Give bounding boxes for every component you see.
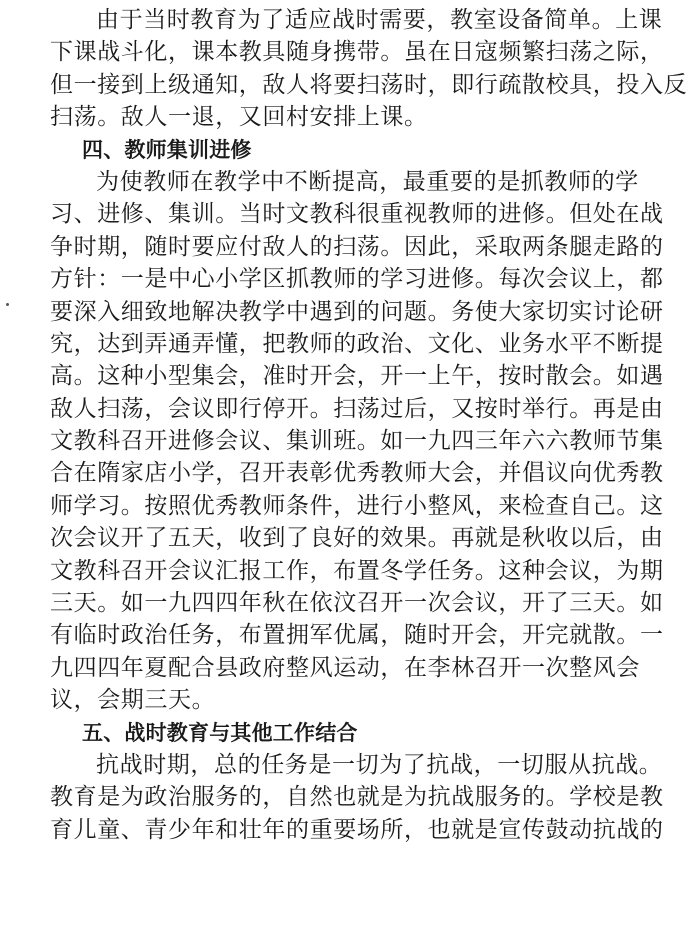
text-line: 师学习。按照优秀教师条件，进行小整风，来检查自己。这 (50, 492, 664, 519)
section-heading-5: 五、战时教育与其他工作结合 (82, 720, 358, 745)
text-line: 教育是为政治服务的，自然也就是为抗战服务的。学校是教 (50, 784, 664, 811)
text-line: 究，达到弄通弄懂，把教师的政治、文化、业务水平不断提 (50, 330, 664, 357)
text-line: 要深入细致地解决教学中遇到的问题。务使大家切实讨论研 (50, 298, 664, 325)
text-line: 育儿童、青少年和壮年的重要场所，也就是宣传鼓动抗战的 (50, 816, 664, 843)
paragraph-3 (50, 749, 664, 846)
text-line: 为使教师在教学中不断提高，最重要的是抓教师的学 (96, 168, 639, 195)
paragraph-2 (50, 166, 664, 717)
text-line: 高。这种小型集会，准时开会，开一上午，按时散会。如遇 (50, 363, 664, 390)
text-line: 有临时政治任务，布置拥军优属，随时开会，开完就散。一 (50, 622, 664, 649)
margin-dot (6, 303, 9, 306)
text-line: 扫荡。敌人一退，又回村安排上课。 (50, 104, 428, 131)
text-line: 九四四年夏配合县政府整风运动，在李林召开一次整风会 (50, 654, 640, 681)
text-line: 文教科召开进修会议、集训班。如一九四三年六六教师节集 (50, 428, 664, 455)
text-line: 争时期，随时要应付敌人的扫荡。因此，采取两条腿走路的 (50, 233, 664, 260)
text-line: 议，会期三天。 (50, 687, 216, 714)
text-line: 敌人扫荡，会议即行停开。扫荡过后，又按时举行。再是由 (50, 395, 664, 422)
text-line: 下课战斗化，课本教具随身携带。虽在日寇频繁扫荡之际， (50, 39, 664, 66)
text-line: 但一接到上级通知，敌人将要扫荡时，即行疏散校具，投入反 (50, 71, 687, 98)
text-line: 抗战时期，总的任务是一切为了抗战，一切服从抗战。 (96, 751, 663, 778)
paragraph-1 (50, 4, 687, 134)
text-line: 三天。如一九四四年秋在依汶召开一次会议，开了三天。如 (50, 590, 664, 617)
text-line: 文教科召开会议汇报工作，布置冬学任务。这种会议，为期 (50, 557, 664, 584)
text-line: 由于当时教育为了适应战时需要，教室设备简单。上课 (96, 7, 663, 33)
text-line: 合在隋家店小学，召开表彰优秀教师大会，并倡议向优秀教 (50, 460, 664, 487)
text-line: 方针：一是中心小学区抓教师的学习进修。每次会议上，都 (50, 266, 664, 293)
text-line: 次会议开了五天，收到了良好的效果。再就是秋收以后，由 (50, 525, 664, 552)
section-heading-4: 四、教师集训进修 (82, 137, 252, 162)
text-line: 习、进修、集训。当时文教科很重视教师的进修。但处在战 (50, 201, 664, 228)
